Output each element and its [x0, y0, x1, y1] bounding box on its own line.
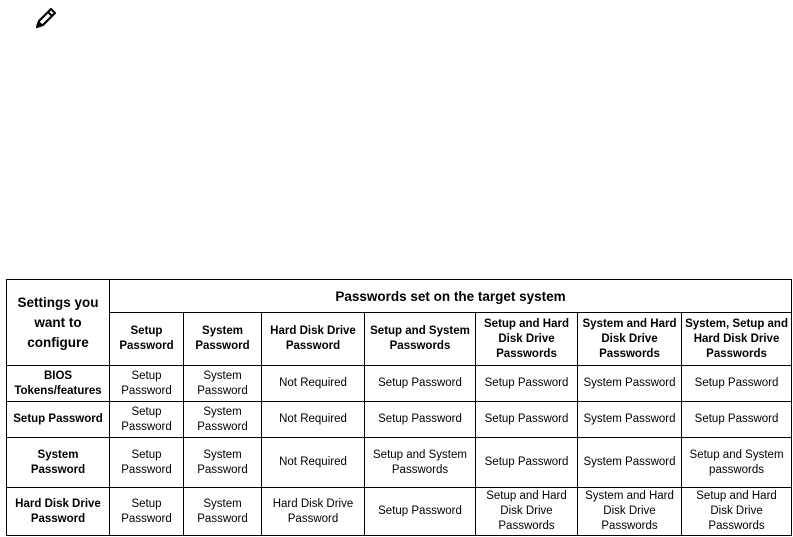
row-header: Hard Disk Drive Password	[7, 488, 110, 536]
table-cell: Setup and Hard Disk Drive Passwords	[476, 488, 578, 536]
column-header: Setup and Hard Disk Drive Passwords	[476, 313, 578, 366]
column-header: Setup and System Passwords	[365, 313, 476, 366]
table-cell: Setup Password	[365, 402, 476, 438]
table-cell: Setup and System Passwords	[365, 438, 476, 488]
table-cell: Hard Disk Drive Password	[262, 488, 365, 536]
table-cell: System Password	[184, 488, 262, 536]
table-cell: Not Required	[262, 402, 365, 438]
table-cell: Setup Password	[110, 366, 184, 402]
table-cell: Setup Password	[476, 366, 578, 402]
table-cell: Setup Password	[110, 488, 184, 536]
row-header: Setup Password	[7, 402, 110, 438]
table-cell: Setup and System passwords	[682, 438, 792, 488]
table-cell: System Password	[578, 366, 682, 402]
row-header: BIOS Tokens/features	[7, 366, 110, 402]
table-cell: Setup Password	[365, 366, 476, 402]
column-header: Hard Disk Drive Password	[262, 313, 365, 366]
corner-header: Settings you want to configure	[7, 280, 110, 366]
group-header: Passwords set on the target system	[110, 280, 792, 313]
table-cell: System Password	[184, 438, 262, 488]
table-row	[7, 366, 792, 402]
table-row	[7, 488, 792, 536]
table-cell: System Password	[184, 402, 262, 438]
column-header: System, Setup and Hard Disk Drive Passwords	[682, 313, 792, 366]
table-cell: Setup and Hard Disk Drive Passwords	[682, 488, 792, 536]
table-cell: Setup Password	[682, 366, 792, 402]
column-header: Setup Password	[110, 313, 184, 366]
table-cell: Not Required	[262, 366, 365, 402]
table-row	[7, 438, 792, 488]
table-cell: System and Hard Disk Drive Passwords	[578, 488, 682, 536]
table-cell: Setup Password	[110, 402, 184, 438]
table-cell: Setup Password	[682, 402, 792, 438]
column-header: System and Hard Disk Drive Passwords	[578, 313, 682, 366]
pencil-note-icon	[33, 5, 59, 31]
table-cell: System Password	[578, 438, 682, 488]
password-requirements-table	[6, 279, 792, 536]
row-header: System Password	[7, 438, 110, 488]
table-cell: Setup Password	[476, 438, 578, 488]
table-cell: Setup Password	[110, 438, 184, 488]
table-cell: System Password	[184, 366, 262, 402]
table-cell: Setup Password	[365, 488, 476, 536]
table-cell: System Password	[578, 402, 682, 438]
table-cell: Not Required	[262, 438, 365, 488]
table-cell: Setup Password	[476, 402, 578, 438]
table-row	[7, 402, 792, 438]
column-header: System Password	[184, 313, 262, 366]
